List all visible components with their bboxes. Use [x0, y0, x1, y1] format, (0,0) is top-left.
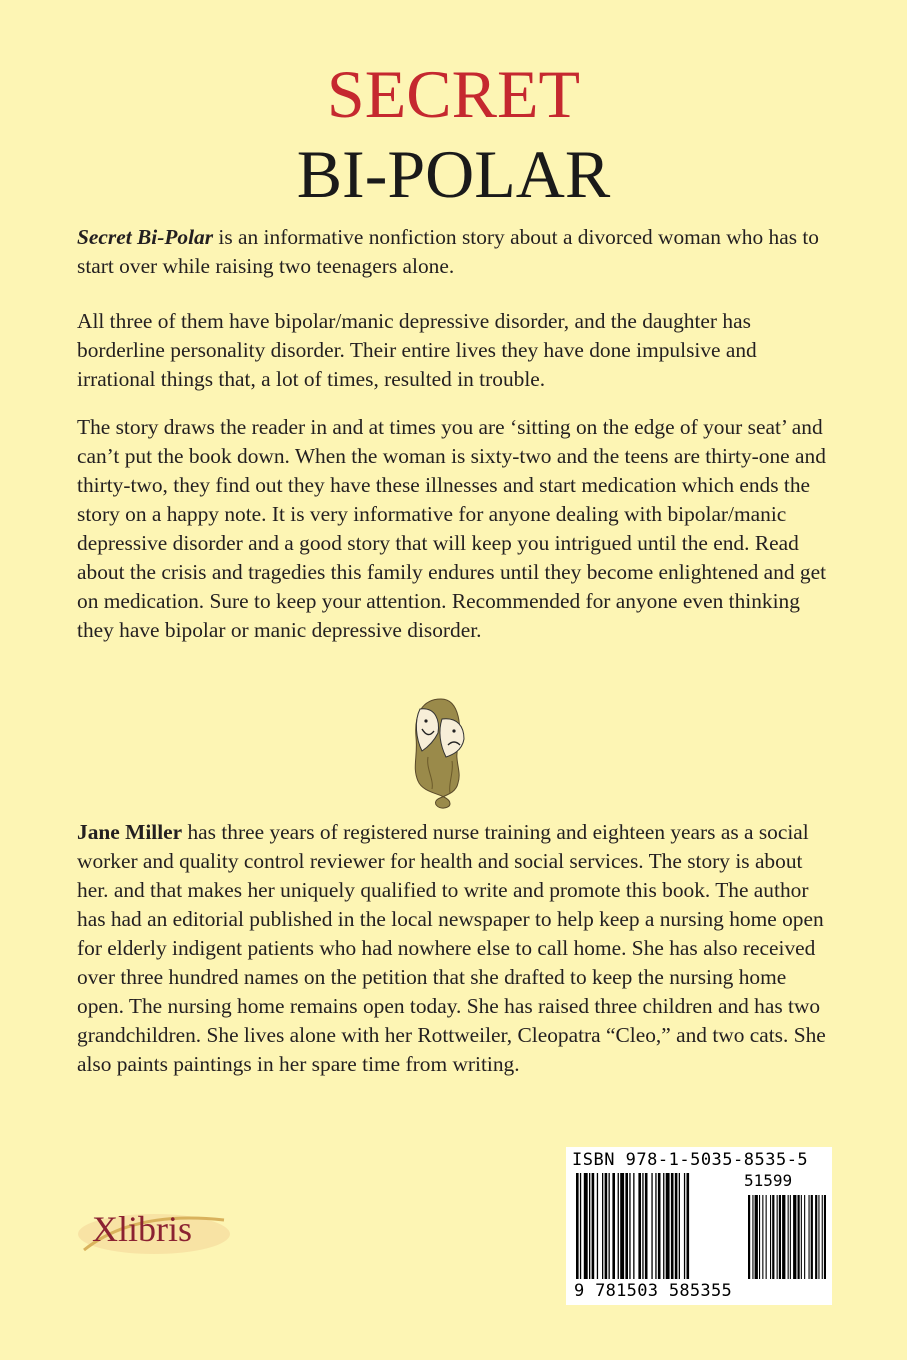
barcode-bar: [642, 1173, 643, 1279]
barcode-bar: [804, 1195, 805, 1279]
barcode-bar: [597, 1173, 598, 1279]
book-title-inline: Secret Bi-Polar: [77, 225, 214, 249]
barcode-bar: [793, 1195, 796, 1279]
barcode-bar: [666, 1173, 670, 1279]
barcode-bar: [609, 1173, 610, 1279]
barcode-bar: [822, 1195, 823, 1279]
blurb-paragraph-2: All three of them have bipolar/manic depressive disorder, and the daughter has borderline personality disorder. Their entire lives they have done impulsive and irrational things that, a lot of times, resulted in trouble.: [77, 309, 757, 391]
barcode-bar: [638, 1173, 641, 1279]
title-line-2: BI-POLAR: [296, 136, 611, 212]
barcode-bar: [759, 1195, 760, 1279]
barcode-bar: [824, 1195, 826, 1279]
barcode-bar: [762, 1195, 763, 1279]
blurb-paragraph-1-text: is an informative nonfiction story about a divorced woman who has to start over while raising two teenagers alone.: [77, 225, 819, 278]
blurb-paragraph-3: The story draws the reader in and at times you are ‘sitting on the edge of your seat’ and can’t put the book down. When the woman is sixty-two and the teens are thirty-one and thirty-two, they find out they have these illnesses and start medication which ends the story on a happy note. It is very informative for anyone dealing with bipolar/manic depressive disorder and a good story that will keep you intrigued until the end. Read about the crisis and tragedies this family endures until they become enlightened and get on medication. Sure to keep your attention. Recommended for anyone even thinking they have bipolar or manic depressive disorder.: [77, 415, 827, 642]
barcode-bar: [684, 1173, 685, 1279]
barcode-bar: [801, 1195, 802, 1279]
barcode-bar: [612, 1173, 615, 1279]
barcode-bar: [679, 1173, 680, 1279]
price-code: 51599: [744, 1171, 793, 1190]
barcode-bar: [818, 1195, 819, 1279]
barcode-bar: [798, 1195, 800, 1279]
title-line-1: SECRET: [326, 56, 581, 132]
two-faces-illustration: [408, 695, 474, 810]
publisher-name: Xlibris: [92, 1209, 193, 1249]
barcode-bar: [651, 1173, 652, 1279]
barcode-bar: [779, 1195, 781, 1279]
barcode-bar: [809, 1195, 810, 1279]
barcode-bar: [645, 1173, 648, 1279]
barcode-bar: [618, 1173, 619, 1279]
barcode-bar: [589, 1173, 590, 1279]
barcode-bar: [748, 1195, 750, 1279]
isbn-barcode: [566, 1147, 832, 1305]
barcode-bars: [576, 1173, 826, 1283]
barcode-bar: [592, 1173, 595, 1279]
publisher-logo: [74, 1200, 244, 1270]
barcode-bar: [633, 1173, 634, 1279]
barcode-bar: [675, 1173, 678, 1279]
barcode-bar: [815, 1195, 817, 1279]
barcode-bar: [687, 1173, 690, 1279]
barcode-bar: [605, 1173, 608, 1279]
author-bio-text: has three years of registered nurse training and eighteen years as a social worker and quality control reviewer for health and social services. The story is about her. and that makes her uniquely qualified to write and promote this book. The author has had an editorial published in the local newspaper to help keep a nursing home open for elderly indigent patients who had nowhere else to call home. She has also received over three hundred names on the petition that she drafted to keep the nursing home open. The nursing home remains open today. She has raised three children and has two grandchildren. She lives alone with her Rottweiler, Cleopatra “Cleo,” and two cats. She also paints paintings in her spare time from writing.: [77, 820, 826, 1076]
barcode-bar: [770, 1195, 771, 1279]
barcode-bar: [625, 1173, 628, 1279]
barcode-number: 9 781503 585355: [574, 1281, 733, 1301]
barcode-bar: [584, 1173, 588, 1279]
barcode-bar: [655, 1173, 656, 1279]
barcode-bar: [790, 1195, 791, 1279]
barcode-bar: [580, 1173, 581, 1279]
barcode-bar: [602, 1173, 603, 1279]
blurb-paragraph-1: [77, 223, 837, 281]
barcode-bar: [755, 1195, 758, 1279]
barcode-bar: [772, 1195, 774, 1279]
barcode-bar: [766, 1195, 767, 1279]
barcode-bar: [777, 1195, 778, 1279]
barcode-bar: [658, 1173, 661, 1279]
barcode-bar: [629, 1173, 630, 1279]
barcode-bar: [788, 1195, 789, 1279]
author-name: Jane Miller: [77, 820, 183, 844]
barcode-bar: [663, 1173, 664, 1279]
author-bio: [77, 818, 837, 1079]
barcode-bar: [620, 1173, 624, 1279]
isbn-number: ISBN 978-1-5035-8535-5: [572, 1150, 809, 1170]
barcode-bar: [782, 1195, 785, 1279]
barcode-bar: [811, 1195, 813, 1279]
barcode-bar: [671, 1173, 674, 1279]
barcode-bar: [752, 1195, 753, 1279]
barcode-bar: [576, 1173, 579, 1279]
